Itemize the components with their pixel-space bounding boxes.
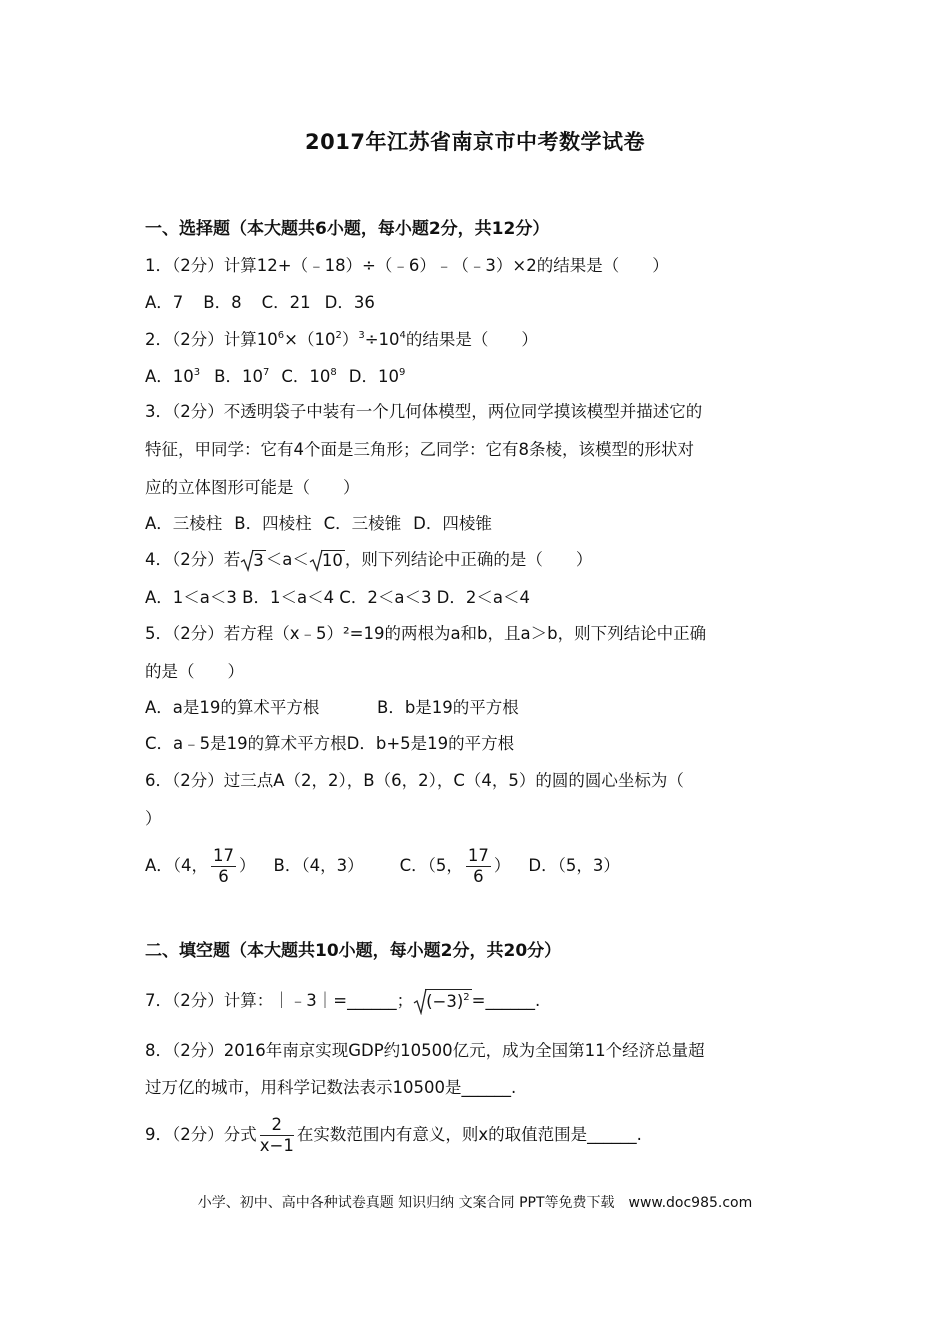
q2-text-2: ×（10 (284, 330, 336, 349)
q2-exp-2: 2 (335, 330, 342, 341)
option-b: B．（4，3） (273, 856, 364, 875)
sqrt-3: 3 (240, 550, 266, 572)
section-2-heading: 二、填空题（本大题共10小题，每小题2分，共20分） (145, 941, 562, 961)
q7-text-2: =______. (471, 991, 541, 1010)
q2-exp-4: 4 (399, 330, 406, 341)
question-6-options (145, 845, 815, 887)
question-5-options-row-1 (145, 697, 815, 719)
option-b: B．8 (203, 293, 242, 312)
question-4-options: A．1＜a＜3 B．1＜a＜4 C．2＜a＜3 D．2＜a＜4 (145, 588, 530, 607)
question-7 (145, 988, 815, 1015)
question-6-line-2: ） (145, 809, 162, 828)
question-5-line-2: 的是（ ） (145, 662, 244, 681)
option-a: A．（4， $\frac{17}{6}$ ） (145, 846, 256, 886)
q4-text-3: ，则下列结论中正确的是（ ） (344, 550, 593, 569)
option-a: A．a是19的算术平方根 (145, 698, 320, 717)
option-d: D．b+5是19的平方根 (346, 734, 515, 753)
option-d: D．（5，3） (528, 856, 620, 875)
option-d: D．$10^9$ (348, 367, 406, 386)
option-a: A．7 (145, 293, 184, 312)
q2-text-3: ） (341, 330, 359, 349)
question-8-line-1: 8．（2分）2016年南京实现GDP约10500亿元，成为全国第11个经济总量超 (145, 1041, 705, 1060)
q2-text-5: 的结果是（ ） (405, 330, 538, 349)
page-footer: 小学、初中、高中各种试卷真题 知识归纳 文案合同 PPT等免费下载 www.doc985.com (197, 1195, 753, 1211)
option-d: D．四棱锥 (413, 514, 492, 533)
q9-text-2: 在实数范围内有意义，则x的取值范围是______. (296, 1125, 642, 1144)
question-1: 1．（2分）计算12+（﹣18）÷（﹣6）﹣（﹣3）×2的结果是（ ） (145, 256, 669, 275)
option-a: A．$10^3$ (145, 367, 201, 386)
question-5-options-row-2 (145, 733, 815, 755)
section-1-heading: 一、选择题（本大题共6小题，每小题2分，共12分） (145, 219, 550, 239)
question-8-line-2: 过万亿的城市，用科学记数法表示10500是______. (145, 1078, 517, 1097)
q2-exp-3: 3 (358, 330, 365, 341)
question-3-options (145, 513, 815, 535)
option-c: C．三棱锥 (323, 514, 402, 533)
option-c: C．a﹣5是19的算术平方根 (145, 734, 347, 753)
question-9 (145, 1114, 815, 1156)
question-2 (145, 329, 815, 351)
option-b: B．b是19的平方根 (377, 698, 519, 717)
q2-text-4: ÷10 (364, 330, 400, 349)
q9-text-1: 9．（2分）分式 (145, 1125, 257, 1144)
question-1-options (145, 292, 815, 314)
option-d: D．36 (324, 293, 375, 312)
option-c: C．（5， $\frac{17}{6}$ ） (399, 846, 511, 886)
sqrt-10: 10 (309, 550, 345, 572)
q4-text-1: 4．（2分）若 (145, 550, 241, 569)
question-3-line-1: 3．（2分）不透明袋子中装有一个几何体模型，两位同学摸该模型并描述它的 (145, 402, 703, 421)
question-2-options (145, 366, 815, 388)
option-a: A．三棱柱 (145, 514, 223, 533)
q7-text-1: 7．（2分）计算：｜﹣3｜=______； (145, 991, 414, 1010)
option-b: B．$10^7$ (214, 367, 270, 386)
q2-exp-1: 6 (277, 330, 285, 341)
question-3-line-3: 应的立体图形可能是（ ） (145, 478, 360, 497)
q9-fraction: $\frac{2}{x-1}$ (259, 1115, 294, 1155)
option-c: C．$10^8$ (281, 367, 337, 386)
page-title: 2017年江苏省南京市中考数学试卷 (305, 130, 645, 154)
option-c: C．21 (261, 293, 311, 312)
q2-text-1: 2．（2分）计算10 (145, 330, 278, 349)
question-3-line-2: 特征，甲同学：它有4个面是三角形；乙同学：它有8条棱，该模型的形状对 (145, 440, 694, 459)
question-5-line-1: 5．（2分）若方程（x﹣5）²=19的两根为a和b，且a＞b，则下列结论中正确 (145, 624, 707, 643)
option-b: B．四棱柱 (234, 514, 312, 533)
q4-text-2: ＜a＜ (265, 550, 309, 569)
sqrt-expression: $(-3)^2$ (413, 989, 472, 1015)
question-4 (145, 549, 815, 572)
question-6-line-1: 6．（2分）过三点A（2，2），B（6，2），C（4，5）的圆的圆心坐标为（ (145, 771, 684, 790)
